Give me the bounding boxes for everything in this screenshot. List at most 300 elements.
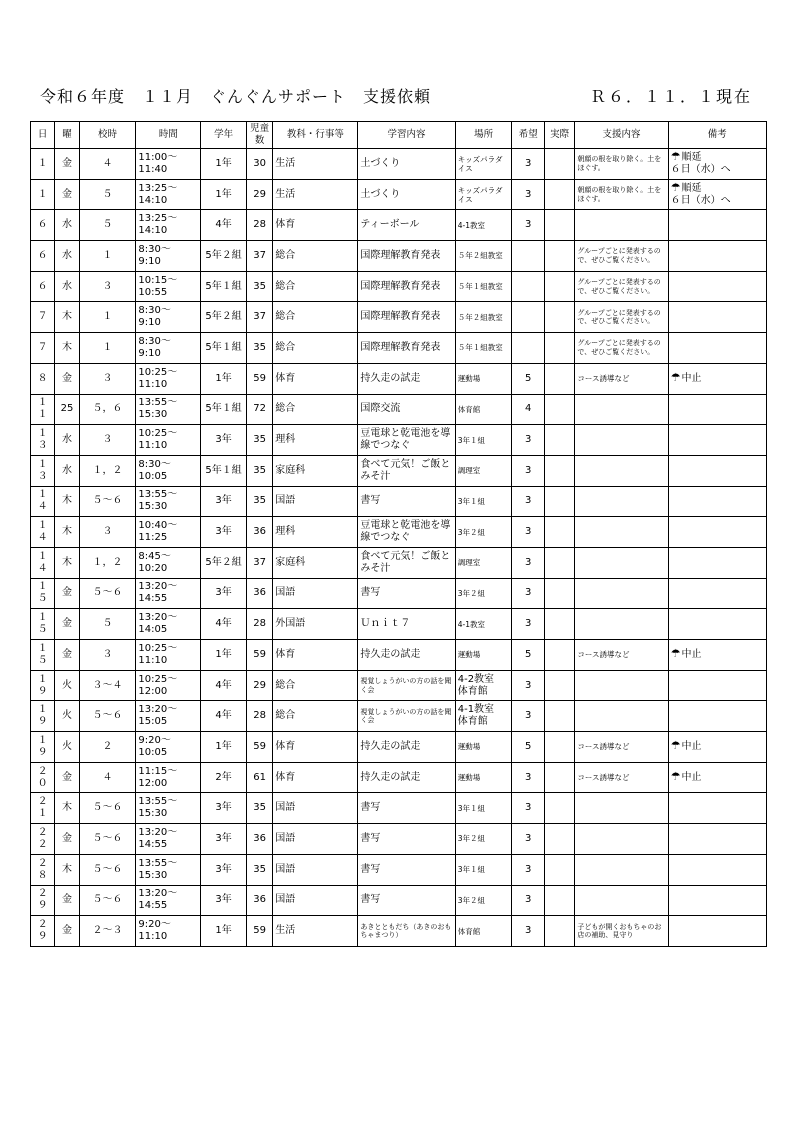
place-cell [455, 149, 512, 180]
time-start: 13:25～ [138, 182, 178, 194]
period-cell: ４ [79, 149, 136, 180]
weekday-cell: 木 [55, 517, 79, 548]
place-line: 3年２組 [457, 588, 485, 598]
place-line: ５年２組教室 [457, 251, 503, 261]
actual-cell [544, 609, 574, 640]
day-cell: ６ [31, 241, 55, 272]
time-cell [136, 486, 201, 517]
weekday-cell: 金 [55, 885, 79, 916]
content-cell: 土づくり [358, 149, 455, 180]
subject-cell: 生活 [273, 179, 358, 210]
day-cell: ６ [31, 210, 55, 241]
content-cell: 視覚しょうがいの方の話を聞く会 [358, 701, 455, 732]
period-cell: １ [79, 241, 136, 272]
day-cell: １４ [31, 486, 55, 517]
place-cell [455, 578, 512, 609]
weekday-cell: 木 [55, 486, 79, 517]
grade-cell: 3年 [201, 578, 247, 609]
subject-cell: 国語 [273, 824, 358, 855]
time-start: 13:55～ [138, 397, 178, 409]
support-cell: 朝顔の根を取り除く。土をほぐす。 [575, 179, 668, 210]
remarks-text: ６日（水）へ [670, 195, 731, 207]
table-row [31, 854, 767, 885]
place-cell [455, 547, 512, 578]
hope-cell: 5 [512, 640, 544, 671]
student-count-cell: 36 [246, 517, 272, 548]
column-header: 場所 [455, 122, 512, 149]
as-of-date: Ｒ６．１１．１現在 [589, 87, 752, 106]
remarks-cell [668, 149, 766, 180]
period-cell: ４ [79, 762, 136, 793]
period-cell: ３ [79, 271, 136, 302]
place-cell [455, 609, 512, 640]
grade-cell: 5年１組 [201, 333, 247, 364]
time-start: 10:25～ [138, 428, 178, 440]
remarks-line [671, 740, 764, 753]
grade-cell: 5年１組 [201, 271, 247, 302]
place-cell [455, 271, 512, 302]
content-cell: 国際交流 [358, 394, 455, 425]
remarks-cell [668, 854, 766, 885]
support-cell [575, 854, 668, 885]
time-end: 12:00 [138, 777, 168, 789]
student-count-cell: 36 [246, 885, 272, 916]
hope-cell: 3 [512, 425, 544, 456]
place-line: 3年２組 [457, 527, 485, 537]
time-start: 13:20～ [138, 581, 178, 593]
place-line: 体育館 [457, 716, 488, 728]
day-cell: １９ [31, 732, 55, 763]
time-start: 13:20～ [138, 826, 178, 838]
support-cell: グループごとに発表するので、ぜひご覧ください。 [575, 302, 668, 333]
time-cell [136, 885, 201, 916]
grade-cell: 1年 [201, 732, 247, 763]
time-cell [136, 854, 201, 885]
hope-cell: 3 [512, 916, 544, 947]
time-cell [136, 179, 201, 210]
place-line: 4-1教室 [457, 220, 485, 230]
time-end: 10:05 [138, 746, 168, 758]
weekday-cell: 木 [55, 302, 79, 333]
place-cell [455, 701, 512, 732]
grade-cell: 2年 [201, 762, 247, 793]
place-line: 3年１組 [457, 496, 485, 506]
place-cell [455, 793, 512, 824]
table-body [31, 149, 767, 947]
actual-cell [544, 271, 574, 302]
place-cell [455, 517, 512, 548]
time-start: 13:55～ [138, 857, 178, 869]
hope-cell [512, 333, 544, 364]
day-cell: １５ [31, 609, 55, 640]
remarks-cell [668, 701, 766, 732]
time-cell [136, 241, 201, 272]
column-header: 児童数 [246, 122, 272, 149]
content-cell: 視覚しょうがいの方の話を聞く会 [358, 670, 455, 701]
actual-cell [544, 578, 574, 609]
subject-cell: 家庭科 [273, 455, 358, 486]
place-line: 運動場 [457, 374, 481, 384]
time-cell [136, 762, 201, 793]
actual-cell [544, 762, 574, 793]
subject-cell: 体育 [273, 363, 358, 394]
time-cell [136, 517, 201, 548]
place-line: 体育館 [457, 404, 481, 414]
place-line: 4-1教室 [457, 704, 495, 716]
hope-cell: 4 [512, 394, 544, 425]
weekday-cell: 木 [55, 547, 79, 578]
remarks-cell [668, 578, 766, 609]
place-cell [455, 854, 512, 885]
day-cell: ２９ [31, 916, 55, 947]
hope-cell: 3 [512, 578, 544, 609]
column-header: 備考 [668, 122, 766, 149]
support-cell [575, 824, 668, 855]
time-start: 13:20～ [138, 612, 178, 624]
support-cell [575, 517, 668, 548]
hope-cell: 3 [512, 824, 544, 855]
day-cell: ７ [31, 302, 55, 333]
time-end: 11:10 [138, 378, 168, 390]
remarks-cell [668, 824, 766, 855]
time-end: 11:40 [138, 163, 168, 175]
remarks-text: 順延 [681, 183, 702, 195]
weekday-cell: 木 [55, 854, 79, 885]
content-cell: 書写 [358, 885, 455, 916]
remarks-line [671, 164, 764, 176]
remarks-cell [668, 333, 766, 364]
day-cell: １５ [31, 640, 55, 671]
subject-cell: 体育 [273, 640, 358, 671]
place-cell [455, 486, 512, 517]
support-cell: コース誘導など [575, 762, 668, 793]
time-cell [136, 363, 201, 394]
time-end: 11:10 [138, 654, 168, 666]
content-cell: 持久走の試走 [358, 732, 455, 763]
hope-cell: 3 [512, 210, 544, 241]
period-cell: ３ [79, 517, 136, 548]
support-cell: コース誘導など [575, 640, 668, 671]
place-line: ５年２組教室 [457, 312, 503, 322]
day-cell: ２０ [31, 762, 55, 793]
table-row [31, 916, 767, 947]
subject-cell: 外国語 [273, 609, 358, 640]
table-row [31, 824, 767, 855]
remarks-text: 中止 [681, 772, 702, 784]
content-cell: 食べて元気！ご飯とみそ汁 [358, 547, 455, 578]
content-cell: 持久走の試走 [358, 363, 455, 394]
actual-cell [544, 333, 574, 364]
day-cell: １３ [31, 455, 55, 486]
support-cell [575, 578, 668, 609]
column-header: 学年 [201, 122, 247, 149]
umbrella-icon: ☂ [670, 150, 681, 164]
time-cell [136, 609, 201, 640]
place-cell [455, 425, 512, 456]
student-count-cell: 59 [246, 732, 272, 763]
remarks-line [671, 182, 764, 195]
period-cell: ５～６ [79, 486, 136, 517]
student-count-cell: 35 [246, 854, 272, 885]
student-count-cell: 30 [246, 149, 272, 180]
day-cell: ２１ [31, 793, 55, 824]
time-cell [136, 793, 201, 824]
subject-cell: 国語 [273, 885, 358, 916]
column-header: 曜 [55, 122, 79, 149]
support-cell [575, 486, 668, 517]
actual-cell [544, 455, 574, 486]
time-cell [136, 701, 201, 732]
actual-cell [544, 793, 574, 824]
column-header: 教科・行事等 [273, 122, 358, 149]
hope-cell: 3 [512, 149, 544, 180]
grade-cell: 1年 [201, 179, 247, 210]
table-row [31, 517, 767, 548]
column-header: 実際 [544, 122, 574, 149]
subject-cell: 体育 [273, 210, 358, 241]
page-title: 令和６年度 １１月 ぐんぐんサポート 支援依頼 [40, 87, 432, 106]
place-line: 4-1教室 [457, 619, 485, 629]
weekday-cell: 25 [55, 394, 79, 425]
hope-cell: 3 [512, 179, 544, 210]
day-cell: ２２ [31, 824, 55, 855]
day-cell: ８ [31, 363, 55, 394]
student-count-cell: 35 [246, 793, 272, 824]
student-count-cell: 28 [246, 701, 272, 732]
day-cell: １９ [31, 670, 55, 701]
hope-cell: 3 [512, 486, 544, 517]
table-row [31, 179, 767, 210]
student-count-cell: 36 [246, 578, 272, 609]
subject-cell: 総合 [273, 333, 358, 364]
student-count-cell: 28 [246, 210, 272, 241]
remarks-text: 中止 [681, 741, 702, 753]
content-cell: 食べて元気！ご飯とみそ汁 [358, 455, 455, 486]
time-cell [136, 425, 201, 456]
day-cell: １１ [31, 394, 55, 425]
table-row [31, 670, 767, 701]
table-row [31, 241, 767, 272]
place-cell [455, 241, 512, 272]
student-count-cell: 35 [246, 333, 272, 364]
period-cell: ５～６ [79, 578, 136, 609]
place-line: 3年１組 [457, 803, 485, 813]
subject-cell: 生活 [273, 149, 358, 180]
actual-cell [544, 701, 574, 732]
content-cell: 豆電球と乾電池を導線でつなぐ [358, 517, 455, 548]
actual-cell [544, 486, 574, 517]
subject-cell: 体育 [273, 732, 358, 763]
grade-cell: 1年 [201, 363, 247, 394]
place-cell [455, 824, 512, 855]
column-header: 学習内容 [358, 122, 455, 149]
time-start: 13:20～ [138, 888, 178, 900]
grade-cell: 4年 [201, 609, 247, 640]
actual-cell [544, 394, 574, 425]
student-count-cell: 59 [246, 916, 272, 947]
period-cell: ５～６ [79, 854, 136, 885]
support-cell: グループごとに発表するので、ぜひご覧ください。 [575, 271, 668, 302]
remarks-cell [668, 179, 766, 210]
grade-cell: 3年 [201, 486, 247, 517]
place-cell [455, 640, 512, 671]
content-cell: 国際理解教育発表 [358, 241, 455, 272]
actual-cell [544, 179, 574, 210]
hope-cell: 3 [512, 762, 544, 793]
umbrella-icon: ☂ [670, 647, 681, 661]
table-row [31, 149, 767, 180]
day-cell: ２９ [31, 885, 55, 916]
remarks-text: 順延 [681, 152, 702, 164]
support-cell [575, 793, 668, 824]
table-row [31, 640, 767, 671]
period-cell: ３ [79, 363, 136, 394]
day-cell: １４ [31, 547, 55, 578]
remarks-line [671, 195, 764, 207]
content-cell: 書写 [358, 578, 455, 609]
column-header: 支援内容 [575, 122, 668, 149]
time-cell [136, 302, 201, 333]
table-row [31, 762, 767, 793]
student-count-cell: 35 [246, 271, 272, 302]
time-end: 15:30 [138, 869, 168, 881]
place-line: 調理室 [457, 466, 481, 476]
actual-cell [544, 363, 574, 394]
remarks-cell [668, 609, 766, 640]
time-end: 9:10 [138, 255, 161, 267]
actual-cell [544, 149, 574, 180]
time-start: 8:45～ [138, 550, 171, 562]
grade-cell: 5年１組 [201, 394, 247, 425]
support-cell [575, 455, 668, 486]
period-cell: ５ [79, 179, 136, 210]
period-cell: ３～４ [79, 670, 136, 701]
place-line: 調理室 [457, 558, 481, 568]
student-count-cell: 37 [246, 241, 272, 272]
time-start: 10:25～ [138, 642, 178, 654]
place-cell [455, 670, 512, 701]
place-line: キッズパラダイス [457, 154, 503, 173]
support-cell: 朝顔の根を取り除く。土をほぐす。 [575, 149, 668, 180]
remarks-cell [668, 547, 766, 578]
weekday-cell: 金 [55, 363, 79, 394]
time-end: 10:20 [138, 562, 168, 574]
subject-cell: 総合 [273, 394, 358, 425]
support-cell: グループごとに発表するので、ぜひご覧ください。 [575, 333, 668, 364]
actual-cell [544, 425, 574, 456]
day-cell: １３ [31, 425, 55, 456]
student-count-cell: 36 [246, 824, 272, 855]
subject-cell: 理科 [273, 425, 358, 456]
content-cell: Ｕｎｉｔ７ [358, 609, 455, 640]
time-cell [136, 640, 201, 671]
table-header-row [31, 122, 767, 149]
weekday-cell: 火 [55, 670, 79, 701]
grade-cell: 3年 [201, 885, 247, 916]
content-cell: 豆電球と乾電池を導線でつなぐ [358, 425, 455, 456]
weekday-cell: 水 [55, 455, 79, 486]
place-cell [455, 455, 512, 486]
place-cell [455, 762, 512, 793]
subject-cell: 総合 [273, 271, 358, 302]
support-cell [575, 425, 668, 456]
content-cell: 国際理解教育発表 [358, 302, 455, 333]
student-count-cell: 35 [246, 425, 272, 456]
remarks-cell [668, 670, 766, 701]
place-line: キッズパラダイス [457, 185, 503, 204]
hope-cell [512, 241, 544, 272]
column-header: 時間 [136, 122, 201, 149]
period-cell: ２～３ [79, 916, 136, 947]
table-row [31, 333, 767, 364]
remarks-cell [668, 241, 766, 272]
column-header: 希望 [512, 122, 544, 149]
actual-cell [544, 547, 574, 578]
remarks-cell [668, 762, 766, 793]
period-cell: ５ [79, 609, 136, 640]
support-cell [575, 547, 668, 578]
grade-cell: 3年 [201, 824, 247, 855]
content-cell: ティーボール [358, 210, 455, 241]
place-cell [455, 179, 512, 210]
hope-cell: 3 [512, 885, 544, 916]
support-cell [575, 210, 668, 241]
remarks-line [671, 648, 764, 661]
umbrella-icon: ☂ [670, 181, 681, 195]
period-cell: １，２ [79, 455, 136, 486]
remarks-cell [668, 271, 766, 302]
place-line: 運動場 [457, 650, 481, 660]
grade-cell: 4年 [201, 701, 247, 732]
time-end: 10:55 [138, 286, 168, 298]
time-end: 14:55 [138, 838, 168, 850]
time-end: 11:10 [138, 440, 168, 452]
remarks-text: 中止 [681, 373, 702, 385]
place-cell [455, 302, 512, 333]
table-row [31, 425, 767, 456]
period-cell: １ [79, 333, 136, 364]
time-start: 13:55～ [138, 796, 178, 808]
time-cell [136, 547, 201, 578]
period-cell: ５～６ [79, 701, 136, 732]
student-count-cell: 37 [246, 302, 272, 333]
time-end: 12:00 [138, 685, 168, 697]
hope-cell: 3 [512, 670, 544, 701]
weekday-cell: 木 [55, 793, 79, 824]
day-cell: １ [31, 149, 55, 180]
place-line: ５年１組教室 [457, 282, 503, 292]
time-start: 8:30～ [138, 458, 171, 470]
student-count-cell: 37 [246, 547, 272, 578]
student-count-cell: 72 [246, 394, 272, 425]
support-cell [575, 701, 668, 732]
place-line: 3年２組 [457, 895, 485, 905]
content-cell: 書写 [358, 486, 455, 517]
umbrella-icon: ☂ [670, 770, 681, 784]
time-cell [136, 670, 201, 701]
place-line: 3年１組 [457, 865, 485, 875]
subject-cell: 総合 [273, 701, 358, 732]
remarks-line [671, 771, 764, 784]
subject-cell: 総合 [273, 241, 358, 272]
actual-cell [544, 670, 574, 701]
place-cell [455, 363, 512, 394]
place-cell [455, 885, 512, 916]
place-line: 4-2教室 [457, 673, 495, 685]
subject-cell: 理科 [273, 517, 358, 548]
grade-cell: 4年 [201, 210, 247, 241]
table-row [31, 302, 767, 333]
